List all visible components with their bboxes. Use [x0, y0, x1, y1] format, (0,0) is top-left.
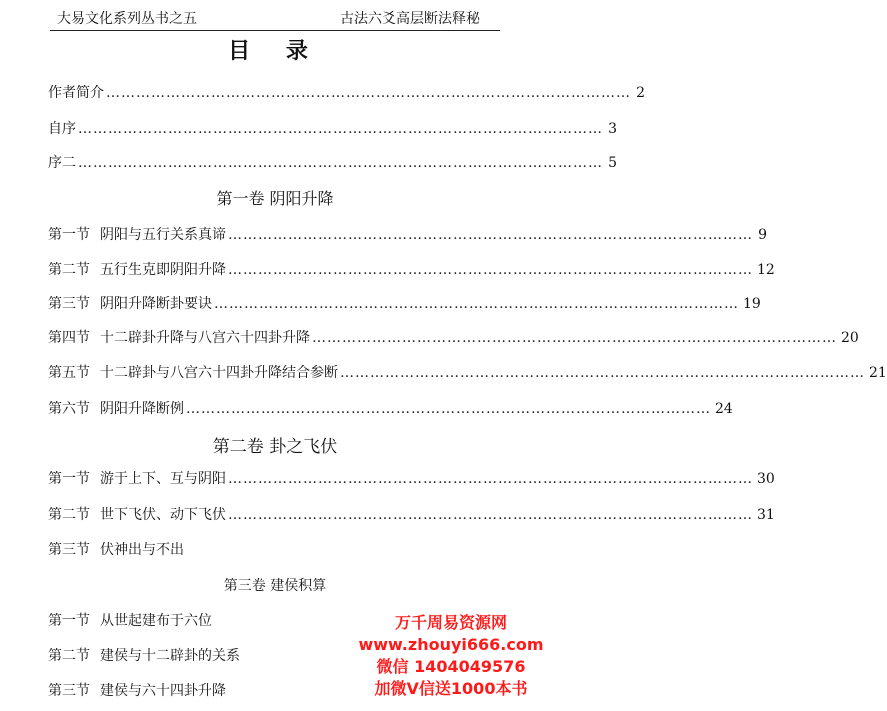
section-title: 阴阳与五行关系真谛 — [100, 227, 226, 243]
section-title: 游于上下、互与阴阳 — [100, 471, 226, 487]
section-title: 十二辟卦升降与八宫六十四卦升降 — [100, 330, 310, 346]
section-number: 第三节 — [48, 542, 90, 558]
section-title: 世下飞伏、动下飞伏 — [100, 507, 226, 523]
running-header-book-title: 古法六爻高层断法释秘 — [340, 11, 480, 27]
section-number: 第三节 — [48, 296, 90, 312]
toc-entry-preface-two — [48, 152, 617, 172]
leader-dots: …………………………………………………………………………………………… — [312, 330, 837, 346]
toc-page-number: 30 — [757, 471, 775, 487]
toc-page-number: 24 — [715, 401, 733, 417]
toc-page-number: 19 — [743, 296, 761, 312]
section-title: 阴阳升降断例 — [100, 401, 184, 417]
toc-entry — [48, 293, 761, 313]
toc-page-number: 21 — [869, 365, 887, 381]
page-title: 目 录 — [228, 39, 322, 64]
watermark — [356, 612, 546, 700]
toc-entry — [48, 362, 887, 382]
section-title: 阴阳升降断卦要诀 — [100, 296, 212, 312]
leader-dots: …………………………………………………………………………………………… — [214, 296, 739, 312]
volume-heading: 第二卷 卦之飞伏 — [212, 437, 338, 457]
watermark-wechat: 微信 1404049576 — [376, 657, 526, 676]
leader-dots: …………………………………………………………………………………………… — [228, 507, 753, 523]
section-number: 第一节 — [48, 227, 90, 243]
toc-entry — [48, 504, 775, 524]
toc-page-number: 3 — [608, 121, 617, 137]
toc-entry — [48, 259, 775, 279]
leader-dots: …………………………………………………………………………………………… — [78, 121, 603, 137]
section-title: 十二辟卦与八宫六十四卦升降结合参断 — [100, 365, 338, 381]
section-number: 第一节 — [48, 613, 90, 629]
section-number: 第二节 — [48, 262, 90, 278]
toc-entry-preface — [48, 118, 617, 138]
section-number: 第四节 — [48, 330, 90, 346]
toc-entry — [48, 327, 859, 347]
section-title: 建侯与十二辟卦的关系 — [100, 648, 240, 664]
leader-dots: …………………………………………………………………………………………… — [78, 155, 603, 171]
section-number: 第一节 — [48, 471, 90, 487]
section-number: 第三节 — [48, 683, 90, 699]
toc-entry — [48, 398, 733, 418]
header-rule — [50, 30, 500, 31]
leader-dots: …………………………………………………………………………………………… — [228, 471, 753, 487]
watermark-offer: 加微V信送1000本书 — [374, 679, 528, 698]
leader-dots: …………………………………………………………………………………………… — [106, 85, 631, 101]
toc-page-number: 5 — [608, 155, 617, 171]
section-title: 五行生克即阴阳升降 — [100, 262, 226, 278]
toc-entry — [48, 539, 498, 559]
volume-heading: 第一卷 阴阳升降 — [216, 189, 334, 208]
section-number: 第二节 — [48, 507, 90, 523]
watermark-site-name: 万千周易资源网 — [394, 613, 507, 632]
volume-heading: 第三卷 建侯积算 — [223, 578, 327, 594]
toc-page-number: 2 — [636, 85, 645, 101]
toc-entry-label: 自序 — [48, 121, 76, 137]
toc-page-number: 9 — [758, 227, 767, 243]
section-title: 伏神出与不出 — [100, 542, 184, 558]
leader-dots: …………………………………………………………………………………………… — [340, 365, 865, 381]
toc-entry — [48, 224, 767, 244]
toc-entry-label: 序二 — [48, 155, 76, 171]
toc-entry-label: 作者简介 — [48, 85, 104, 101]
leader-dots: …………………………………………………………………………………………… — [186, 401, 711, 417]
section-title: 从世起建布于六位 — [100, 613, 212, 629]
section-number: 第五节 — [48, 365, 90, 381]
section-title: 建侯与六十四卦升降 — [100, 683, 226, 699]
toc-entry-author-bio — [48, 82, 645, 102]
toc-entry — [48, 468, 775, 488]
section-number: 第二节 — [48, 648, 90, 664]
toc-page-number: 20 — [841, 330, 859, 346]
section-number: 第六节 — [48, 401, 90, 417]
toc-page-number: 12 — [757, 262, 775, 278]
running-header-series: 大易文化系列丛书之五 — [57, 11, 197, 27]
leader-dots: …………………………………………………………………………………………… — [228, 262, 753, 278]
watermark-url: www.zhouyi666.com — [358, 635, 544, 654]
toc-page-number: 31 — [757, 507, 775, 523]
leader-dots: …………………………………………………………………………………………… — [228, 227, 753, 243]
